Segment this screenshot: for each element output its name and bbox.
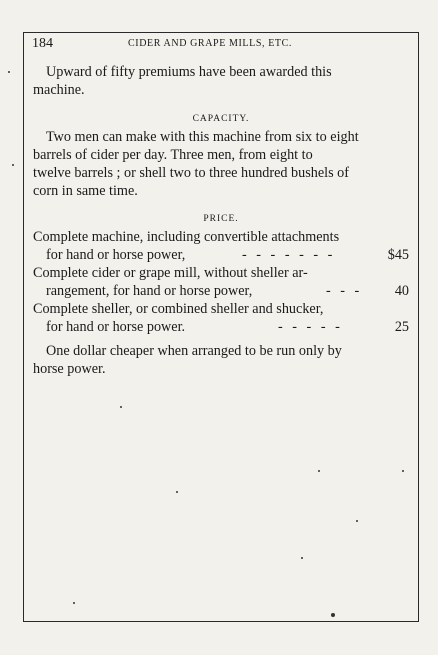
price-item-3-desc: for hand or horse power. bbox=[46, 319, 186, 335]
price-item-2-leader: - - - bbox=[326, 283, 363, 299]
scan-speck bbox=[176, 491, 178, 493]
price-item-2-desc: rangement, for hand or horse power, bbox=[46, 283, 253, 299]
scan-speck bbox=[120, 406, 122, 408]
price-item-3-line-1: Complete sheller, or combined sheller and shucker, bbox=[33, 301, 324, 317]
price-note-line-2: horse power. bbox=[33, 361, 106, 377]
price-item-2-line-1: Complete cider or grape mill, without sheller ar- bbox=[33, 265, 308, 281]
price-section-heading-wrap bbox=[23, 210, 419, 224]
capacity-line-3: twelve barrels ; or shell two to three hundred bushels of bbox=[33, 165, 349, 181]
page-number: 184 bbox=[32, 36, 53, 51]
capacity-line-2: barrels of cider per day. Three men, from eight to bbox=[33, 147, 313, 163]
price-item-2-amount: 40 bbox=[394, 283, 409, 299]
scan-speck bbox=[8, 71, 10, 73]
price-item-1-line-1: Complete machine, including convertible attachments bbox=[33, 229, 340, 245]
capacity-line-4: corn in same time. bbox=[33, 183, 138, 199]
intro-line-2: machine. bbox=[33, 82, 85, 98]
price-item-1-amount: $45 bbox=[387, 247, 409, 263]
capacity-section-heading-wrap bbox=[23, 110, 419, 124]
scan-speck bbox=[73, 602, 75, 604]
price-item-1-desc: for hand or horse power, bbox=[46, 247, 186, 263]
price-item-3-leader: - - - - - bbox=[278, 319, 343, 335]
scan-speck bbox=[301, 557, 303, 559]
price-heading: PRICE. bbox=[203, 214, 239, 224]
scan-speck bbox=[356, 520, 358, 522]
running-head: CIDER AND GRAPE MILLS, ETC. bbox=[128, 38, 292, 49]
scan-speck bbox=[402, 470, 404, 472]
price-note-line-1: One dollar cheaper when arranged to be run only by bbox=[46, 343, 342, 359]
price-item-2-line-2 bbox=[46, 282, 409, 300]
scan-speck bbox=[318, 470, 320, 472]
intro-line-1: Upward of fifty premiums have been awarded this bbox=[46, 64, 332, 80]
capacity-line-1: Two men can make with this machine from six to eight bbox=[46, 129, 359, 145]
price-item-1-line-2 bbox=[46, 246, 409, 264]
price-item-1-leader: - - - - - - - bbox=[242, 247, 336, 263]
price-item-3-amount: 25 bbox=[394, 319, 409, 335]
scan-speck bbox=[331, 613, 335, 617]
capacity-heading: CAPACITY. bbox=[192, 114, 250, 124]
price-item-3-line-2 bbox=[46, 318, 409, 336]
page-header bbox=[32, 36, 414, 54]
scan-speck bbox=[12, 164, 14, 166]
